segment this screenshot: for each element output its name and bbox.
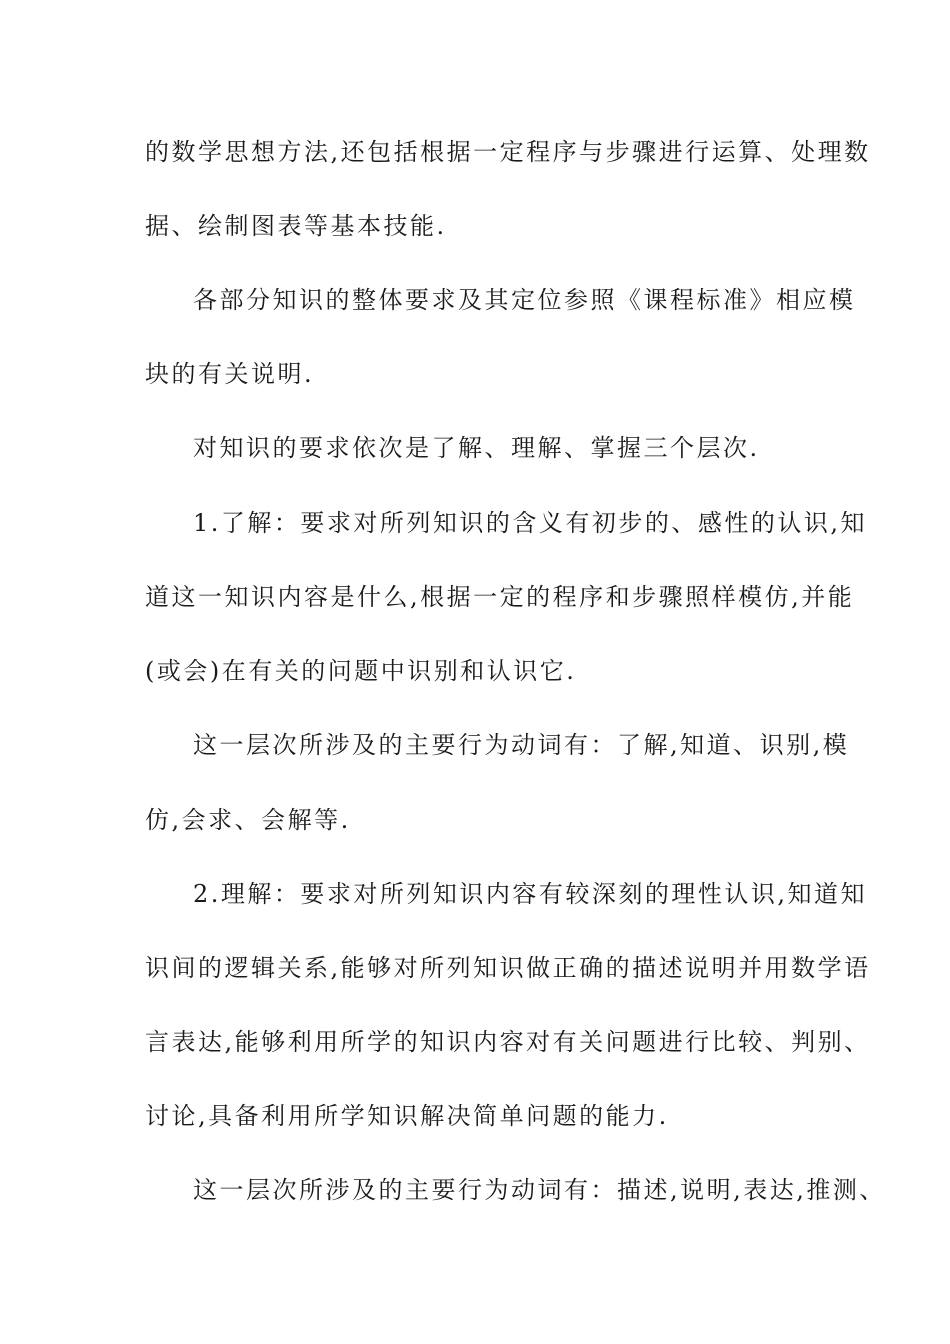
paragraph-line: 2.理解：要求对所列知识内容有较深刻的理性认识,知道知 bbox=[193, 880, 868, 908]
paragraph-line: 块的有关说明. bbox=[145, 360, 315, 388]
paragraph-line: 对知识的要求依次是了解、理解、掌握三个层次. bbox=[193, 434, 760, 462]
paragraph-line: 识间的逻辑关系,能够对所列知识做正确的描述说明并用数学语 bbox=[145, 954, 871, 982]
paragraph-line: 据、绘制图表等基本技能. bbox=[145, 212, 447, 240]
paragraph-line: 讨论,具备利用所学知识解决简单问题的能力. bbox=[145, 1102, 669, 1130]
paragraph-line: (或会)在有关的问题中识别和认识它. bbox=[145, 657, 577, 685]
paragraph-line: 仿,会求、会解等. bbox=[145, 806, 351, 834]
paragraph-line: 言表达,能够利用所学的知识内容对有关问题进行比较、判别、 bbox=[145, 1028, 871, 1056]
paragraph-line: 各部分知识的整体要求及其定位参照《课程标准》相应模 bbox=[193, 286, 856, 314]
paragraph-line: 1.了解：要求对所列知识的含义有初步的、感性的认识,知 bbox=[193, 509, 868, 537]
paragraph-line: 这一层次所涉及的主要行为动词有：了解,知道、识别,模 bbox=[193, 731, 850, 759]
paragraph-line: 这一层次所涉及的主要行为动词有：描述,说明,表达,推测、 bbox=[193, 1176, 886, 1204]
paragraph-line: 的数学思想方法,还包括根据一定程序与步骤进行运算、处理数 bbox=[145, 138, 871, 166]
paragraph-line: 道这一知识内容是什么,根据一定的程序和步骤照样模仿,并能 bbox=[145, 583, 855, 611]
